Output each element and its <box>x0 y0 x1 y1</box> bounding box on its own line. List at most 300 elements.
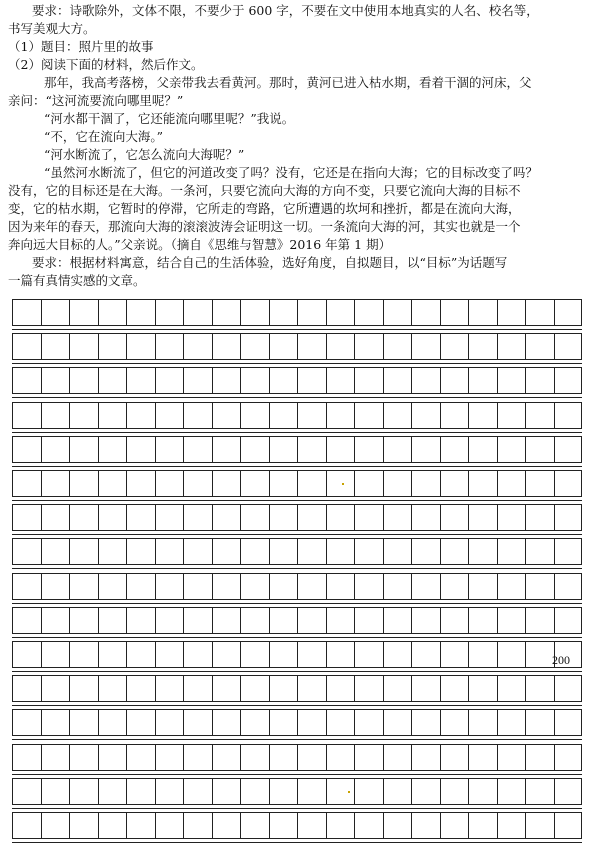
grid-cell-divider <box>468 539 469 564</box>
grid-cell-divider <box>183 608 184 633</box>
grid-cell-divider <box>297 437 298 462</box>
grid-cell-divider <box>440 403 441 428</box>
grid-cell-divider <box>183 813 184 838</box>
row-separator <box>12 739 582 740</box>
scan-speck <box>342 483 344 485</box>
grid-cell-divider <box>297 608 298 633</box>
grid-cell-divider <box>468 368 469 393</box>
grid-cell-divider <box>155 437 156 462</box>
grid-cell-divider <box>212 471 213 496</box>
grid-cell-divider <box>41 539 42 564</box>
grid-cell-divider <box>525 574 526 599</box>
grid-cell-divider <box>326 334 327 359</box>
grid-cell-divider <box>383 779 384 804</box>
grid-cell-divider <box>69 642 70 667</box>
grid-cell-divider <box>98 745 99 770</box>
grid-cell-divider <box>155 710 156 735</box>
grid-cell-divider <box>126 608 127 633</box>
row-separator <box>12 397 582 398</box>
grid-cell-divider <box>497 710 498 735</box>
grid-cell-divider <box>554 574 555 599</box>
grid-cell-divider <box>326 505 327 530</box>
requirement-line: 一篇有真情实感的文章。 <box>8 273 146 288</box>
grid-cell-divider <box>269 437 270 462</box>
grid-cell-divider <box>183 334 184 359</box>
grid-cell-divider <box>525 539 526 564</box>
grid-cell-divider <box>98 710 99 735</box>
grid-cell-divider <box>554 539 555 564</box>
prompt-text <box>8 2 586 290</box>
grid-cell-divider <box>69 505 70 530</box>
grid-cell-divider <box>212 505 213 530</box>
grid-cell-divider <box>383 334 384 359</box>
grid-cell-divider <box>525 745 526 770</box>
grid-cell-divider <box>297 368 298 393</box>
grid-cell-divider <box>411 642 412 667</box>
grid-cell-divider <box>326 368 327 393</box>
grid-cell-divider <box>126 437 127 462</box>
grid-cell-divider <box>126 779 127 804</box>
grid-cell-divider <box>212 300 213 325</box>
grid-cell-divider <box>155 471 156 496</box>
grid-cell-divider <box>354 300 355 325</box>
grid-cell-divider <box>297 334 298 359</box>
grid-cell-divider <box>468 403 469 428</box>
grid-cell-divider <box>326 813 327 838</box>
grid-cell-divider <box>183 779 184 804</box>
requirement-line: 要求：根据材料寓意，结合自己的生活体验，选好角度，自拟题目，以“目标”为话题写 <box>32 255 508 270</box>
grid-cell-divider <box>383 368 384 393</box>
grid-cell-divider <box>155 608 156 633</box>
grid-cell-divider <box>69 710 70 735</box>
grid-cell-divider <box>440 437 441 462</box>
grid-cell-divider <box>354 710 355 735</box>
grid-cell-divider <box>41 471 42 496</box>
grid-cell-divider <box>41 608 42 633</box>
grid-cell-divider <box>354 505 355 530</box>
grid-cell-divider <box>497 813 498 838</box>
grid-cell-divider <box>69 471 70 496</box>
material-line: 那年，我高考落榜，父亲带我去看黄河。那时，黄河已进入枯水期，看着干涸的河床，父 <box>44 75 532 90</box>
option-1: （1）题目：照片里的故事 <box>8 39 154 54</box>
grid-cell-divider <box>440 368 441 393</box>
grid-cell-divider <box>554 813 555 838</box>
grid-cell-divider <box>554 471 555 496</box>
grid-cell-divider <box>468 676 469 701</box>
row-separator <box>12 808 582 809</box>
grid-cell-divider <box>297 403 298 428</box>
grid-cell-divider <box>554 608 555 633</box>
grid-cell-divider <box>269 813 270 838</box>
grid-cell-divider <box>69 574 70 599</box>
grid-cell-divider <box>69 300 70 325</box>
grid-cell-divider <box>155 505 156 530</box>
grid-cell-divider <box>497 745 498 770</box>
grid-cell-divider <box>326 437 327 462</box>
grid-cell-divider <box>41 403 42 428</box>
grid-cell-divider <box>212 368 213 393</box>
grid-cell-divider <box>155 642 156 667</box>
grid-cell-divider <box>126 471 127 496</box>
grid-cell-divider <box>354 574 355 599</box>
grid-cell-divider <box>468 642 469 667</box>
grid-cell-divider <box>98 574 99 599</box>
row-separator <box>12 842 582 843</box>
grid-cell-divider <box>468 813 469 838</box>
grid-cell-divider <box>155 813 156 838</box>
grid-cell-divider <box>240 642 241 667</box>
grid-cell-divider <box>212 608 213 633</box>
grid-cell-divider <box>326 676 327 701</box>
grid-cell-divider <box>269 710 270 735</box>
grid-cell-divider <box>497 642 498 667</box>
row-separator <box>12 363 582 364</box>
grid-cell-divider <box>468 334 469 359</box>
grid-cell-divider <box>212 813 213 838</box>
grid-cell-divider <box>525 813 526 838</box>
grid-row <box>12 470 582 497</box>
row-separator <box>12 637 582 638</box>
grid-cell-divider <box>440 813 441 838</box>
grid-cell-divider <box>126 368 127 393</box>
grid-cell-divider <box>212 745 213 770</box>
grid-cell-divider <box>326 300 327 325</box>
grid-cell-divider <box>497 471 498 496</box>
grid-cell-divider <box>497 505 498 530</box>
grid-cell-divider <box>525 437 526 462</box>
grid-cell-divider <box>354 813 355 838</box>
grid-cell-divider <box>411 676 412 701</box>
grid-cell-divider <box>411 300 412 325</box>
grid-cell-divider <box>240 334 241 359</box>
grid-cell-divider <box>326 642 327 667</box>
grid-cell-divider <box>297 642 298 667</box>
grid-cell-divider <box>126 505 127 530</box>
grid-cell-divider <box>126 574 127 599</box>
grid-cell-divider <box>126 539 127 564</box>
grid-cell-divider <box>554 505 555 530</box>
grid-cell-divider <box>269 608 270 633</box>
grid-cell-divider <box>269 403 270 428</box>
grid-cell-divider <box>98 608 99 633</box>
grid-cell-divider <box>440 300 441 325</box>
row-separator <box>12 705 582 706</box>
grid-cell-divider <box>525 710 526 735</box>
grid-cell-divider <box>41 676 42 701</box>
grid-cell-divider <box>212 574 213 599</box>
grid-cell-divider <box>297 574 298 599</box>
grid-cell-divider <box>183 403 184 428</box>
grid-cell-divider <box>41 642 42 667</box>
grid-cell-divider <box>269 779 270 804</box>
grid-cell-divider <box>326 745 327 770</box>
grid-cell-divider <box>212 642 213 667</box>
row-separator <box>12 329 582 330</box>
material-line: “河水断流了，它怎么流向大海呢？” <box>44 147 245 162</box>
grid-row <box>12 504 582 531</box>
grid-cell-divider <box>41 368 42 393</box>
grid-cell-divider <box>383 471 384 496</box>
grid-cell-divider <box>525 368 526 393</box>
grid-cell-divider <box>297 745 298 770</box>
grid-cell-divider <box>354 779 355 804</box>
grid-cell-divider <box>326 539 327 564</box>
grid-cell-divider <box>525 334 526 359</box>
grid-cell-divider <box>240 300 241 325</box>
grid-cell-divider <box>297 813 298 838</box>
grid-cell-divider <box>240 745 241 770</box>
grid-cell-divider <box>98 403 99 428</box>
material-line: 奔向远大目标的人。”父亲说。（摘自《思维与智慧》2016 年第 1 期） <box>8 237 392 252</box>
grid-row <box>12 641 582 668</box>
grid-cell-divider <box>183 710 184 735</box>
grid-cell-divider <box>411 574 412 599</box>
grid-cell-divider <box>41 710 42 735</box>
grid-cell-divider <box>126 676 127 701</box>
grid-cell-divider <box>440 505 441 530</box>
grid-cell-divider <box>383 745 384 770</box>
grid-row <box>12 538 582 565</box>
grid-cell-divider <box>468 574 469 599</box>
grid-cell-divider <box>383 676 384 701</box>
grid-cell-divider <box>212 779 213 804</box>
grid-cell-divider <box>126 403 127 428</box>
grid-cell-divider <box>126 334 127 359</box>
grid-cell-divider <box>98 642 99 667</box>
grid-cell-divider <box>383 300 384 325</box>
grid-cell-divider <box>240 403 241 428</box>
grid-cell-divider <box>240 676 241 701</box>
grid-cell-divider <box>41 813 42 838</box>
grid-cell-divider <box>297 539 298 564</box>
grid-cell-divider <box>240 505 241 530</box>
grid-cell-divider <box>383 608 384 633</box>
grid-cell-divider <box>497 403 498 428</box>
grid-cell-divider <box>411 471 412 496</box>
grid-cell-divider <box>98 676 99 701</box>
row-separator <box>12 671 582 672</box>
grid-cell-divider <box>98 471 99 496</box>
grid-row <box>12 744 582 771</box>
grid-cell-divider <box>155 574 156 599</box>
grid-cell-divider <box>155 403 156 428</box>
grid-cell-divider <box>98 813 99 838</box>
grid-cell-divider <box>468 779 469 804</box>
grid-cell-divider <box>440 710 441 735</box>
grid-cell-divider <box>240 608 241 633</box>
grid-cell-divider <box>383 642 384 667</box>
grid-row <box>12 812 582 839</box>
grid-cell-divider <box>155 779 156 804</box>
grid-cell-divider <box>240 437 241 462</box>
grid-cell-divider <box>98 368 99 393</box>
grid-cell-divider <box>240 368 241 393</box>
material-line: “不，它在流向大海。” <box>44 129 164 144</box>
grid-cell-divider <box>554 437 555 462</box>
grid-cell-divider <box>383 403 384 428</box>
grid-cell-divider <box>183 539 184 564</box>
grid-cell-divider <box>155 745 156 770</box>
grid-row <box>12 333 582 360</box>
grid-cell-divider <box>98 505 99 530</box>
grid-cell-divider <box>240 779 241 804</box>
grid-cell-divider <box>155 676 156 701</box>
grid-cell-divider <box>297 710 298 735</box>
grid-cell-divider <box>383 437 384 462</box>
grid-cell-divider <box>183 745 184 770</box>
grid-cell-divider <box>183 300 184 325</box>
grid-cell-divider <box>525 505 526 530</box>
grid-cell-divider <box>525 471 526 496</box>
grid-row <box>12 607 582 634</box>
grid-cell-divider <box>41 574 42 599</box>
grid-cell-divider <box>183 368 184 393</box>
grid-cell-divider <box>269 368 270 393</box>
grid-cell-divider <box>240 574 241 599</box>
grid-cell-divider <box>155 334 156 359</box>
grid-cell-divider <box>155 300 156 325</box>
instructions-line: 要求：诗歌除外，文体不限，不要少于 600 字，不要在文中使用本地真实的人名、校名等， <box>32 3 539 18</box>
grid-row <box>12 709 582 736</box>
grid-cell-divider <box>383 505 384 530</box>
grid-cell-divider <box>269 676 270 701</box>
material-line: 亲问：“这河流要流向哪里呢？” <box>8 93 184 108</box>
grid-cell-divider <box>269 505 270 530</box>
grid-cell-divider <box>183 471 184 496</box>
grid-cell-divider <box>212 334 213 359</box>
grid-cell-divider <box>183 505 184 530</box>
grid-cell-divider <box>468 745 469 770</box>
grid-row <box>12 573 582 600</box>
grid-cell-divider <box>69 334 70 359</box>
grid-cell-divider <box>269 300 270 325</box>
grid-cell-divider <box>269 471 270 496</box>
grid-cell-divider <box>497 779 498 804</box>
grid-cell-divider <box>41 745 42 770</box>
grid-cell-divider <box>155 539 156 564</box>
grid-cell-divider <box>212 676 213 701</box>
grid-cell-divider <box>411 334 412 359</box>
grid-cell-divider <box>69 779 70 804</box>
row-separator <box>12 774 582 775</box>
grid-cell-divider <box>297 300 298 325</box>
grid-cell-divider <box>183 676 184 701</box>
grid-cell-divider <box>212 437 213 462</box>
grid-cell-divider <box>240 710 241 735</box>
grid-cell-divider <box>354 368 355 393</box>
grid-cell-divider <box>554 745 555 770</box>
grid-cell-divider <box>354 334 355 359</box>
grid-cell-divider <box>383 710 384 735</box>
grid-cell-divider <box>326 710 327 735</box>
grid-cell-divider <box>440 779 441 804</box>
grid-cell-divider <box>497 539 498 564</box>
grid-cell-divider <box>411 779 412 804</box>
grid-cell-divider <box>497 368 498 393</box>
grid-cell-divider <box>497 437 498 462</box>
grid-cell-divider <box>554 403 555 428</box>
grid-cell-divider <box>98 437 99 462</box>
grid-cell-divider <box>269 574 270 599</box>
grid-cell-divider <box>554 676 555 701</box>
grid-cell-divider <box>354 676 355 701</box>
grid-cell-divider <box>183 437 184 462</box>
grid-cell-divider <box>554 334 555 359</box>
grid-cell-divider <box>41 505 42 530</box>
grid-cell-divider <box>326 779 327 804</box>
grid-row <box>12 436 582 463</box>
grid-cell-divider <box>468 505 469 530</box>
grid-cell-divider <box>326 574 327 599</box>
grid-cell-divider <box>411 505 412 530</box>
grid-cell-divider <box>269 642 270 667</box>
grid-cell-divider <box>212 710 213 735</box>
row-separator <box>12 500 582 501</box>
grid-cell-divider <box>269 745 270 770</box>
grid-cell-divider <box>525 300 526 325</box>
grid-row <box>12 299 582 326</box>
material-line: “虽然河水断流了，但它的河道改变了吗？没有，它还是在指向大海；它的目标改变了吗？ <box>44 165 538 180</box>
material-line: 因为来年的春天，那流向大海的滚滚波涛会证明这一切。一条流向大海的河，其实也就是一个 <box>8 219 521 234</box>
grid-row <box>12 367 582 394</box>
grid-cell-divider <box>183 574 184 599</box>
grid-cell-divider <box>297 505 298 530</box>
scan-speck <box>348 791 350 793</box>
grid-cell-divider <box>440 471 441 496</box>
grid-cell-divider <box>69 813 70 838</box>
grid-cell-divider <box>497 608 498 633</box>
grid-cell-divider <box>69 539 70 564</box>
grid-cell-divider <box>440 745 441 770</box>
grid-cell-divider <box>240 813 241 838</box>
grid-cell-divider <box>383 813 384 838</box>
grid-cell-divider <box>411 403 412 428</box>
grid-cell-divider <box>554 300 555 325</box>
grid-cell-divider <box>41 779 42 804</box>
grid-cell-divider <box>69 676 70 701</box>
grid-cell-divider <box>126 813 127 838</box>
grid-cell-divider <box>269 539 270 564</box>
grid-cell-divider <box>41 334 42 359</box>
grid-cell-divider <box>440 642 441 667</box>
grid-cell-divider <box>525 403 526 428</box>
grid-cell-divider <box>497 574 498 599</box>
grid-cell-divider <box>468 608 469 633</box>
grid-cell-divider <box>126 745 127 770</box>
instructions-line: 书写美观大方。 <box>8 21 96 36</box>
grid-cell-divider <box>468 710 469 735</box>
grid-cell-divider <box>98 539 99 564</box>
grid-cell-divider <box>269 334 270 359</box>
grid-cell-divider <box>126 642 127 667</box>
grid-cell-divider <box>69 437 70 462</box>
grid-cell-divider <box>69 368 70 393</box>
grid-cell-divider <box>98 300 99 325</box>
material-line: 没有，它的目标还是在大海。一条河，只要它流向大海的方向不变，只要它流向大海的目标不 <box>8 183 521 198</box>
row-separator <box>12 534 582 535</box>
grid-cell-divider <box>240 471 241 496</box>
grid-cell-divider <box>411 368 412 393</box>
grid-cell-divider <box>440 334 441 359</box>
writing-grid <box>12 299 582 847</box>
grid-cell-divider <box>212 403 213 428</box>
grid-cell-divider <box>554 779 555 804</box>
grid-cell-divider <box>525 642 526 667</box>
grid-cell-divider <box>41 437 42 462</box>
word-count-marker: 200 <box>552 653 570 667</box>
material-line: 变，它的枯水期，它暂时的停滞，它所走的弯路，它所遭遇的坎坷和挫折，都是在流向大海， <box>8 201 521 216</box>
grid-cell-divider <box>326 471 327 496</box>
